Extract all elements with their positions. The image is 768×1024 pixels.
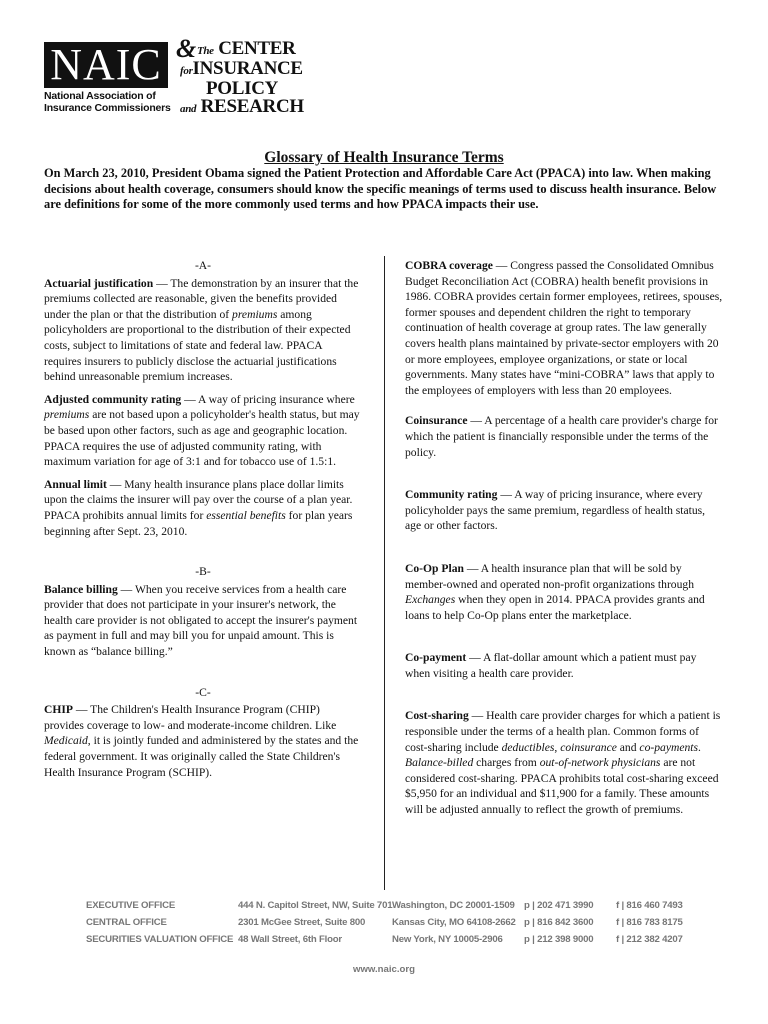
- entry-chip: [44, 702, 362, 780]
- definition-text: — A flat-dollar amount which a patient must pay when visiting a health care provider.: [405, 651, 697, 680]
- cipr-research: RESEARCH: [200, 96, 304, 117]
- definition-text: are not based upon a policyholder's health status, but may be based upon other factors, such as age and geographic location. PPACA requires the use of adjusted community rating, with maximum variation for age of 3:1 and for tobacco use of 1.5:1.: [44, 408, 360, 469]
- entry-co-op-plan: [405, 561, 723, 623]
- definition-text: — Health care provider charges for which a patient is responsible under the terms of a health plan. Common forms of cost-sharing include: [405, 709, 721, 754]
- cipr-line-1: [176, 34, 346, 63]
- office-phone: p | 816 842 3600: [524, 917, 594, 928]
- cipr-insurance: INSURANCE: [192, 58, 303, 79]
- definition-text: .: [698, 740, 701, 754]
- website-link[interactable]: www.naic.org: [352, 964, 415, 975]
- term: Co-payment: [405, 651, 467, 665]
- definition-text: for plan years beginning after Sept. 23, 2010.: [44, 508, 353, 538]
- office-name: SECURITIES VALUATION OFFICE: [86, 934, 234, 945]
- entry-actuarial-justification: [44, 276, 362, 385]
- definition-text: when they open in 2014. PPACA provides grants and loans to help Co-Op plans enter the marketplace.: [405, 593, 705, 622]
- naic-logo: NAIC: [44, 42, 168, 88]
- cipr-and: and: [180, 103, 197, 115]
- entry-co-payment: [405, 650, 723, 681]
- section-letter-a: -A-: [194, 259, 212, 272]
- definition-emphasis: co-payments: [639, 740, 699, 754]
- term: Coinsurance: [405, 414, 468, 428]
- definition-text: — A way of pricing insurance where: [181, 392, 355, 406]
- term: Co-Op Plan: [405, 561, 464, 575]
- cipr-line-4: [176, 98, 346, 118]
- office-phone: p | 212 398 9000: [524, 934, 594, 945]
- footer-offices: [86, 898, 686, 949]
- cipr-center: CENTER: [218, 38, 296, 59]
- entry-community-rating: [405, 487, 723, 534]
- entry-cobra-coverage: [405, 258, 723, 398]
- entry-coinsurance: [405, 413, 723, 460]
- term: COBRA coverage: [405, 259, 493, 272]
- entry-balance-billing: [44, 582, 362, 660]
- cipr-for: for: [180, 65, 193, 77]
- naic-full-name: [44, 90, 184, 114]
- office-name: CENTRAL OFFICE: [86, 917, 167, 928]
- entry-annual-limit: [44, 477, 362, 539]
- definition-text: — The Children's Health Insurance Program (CHIP) provides coverage to low- and moderate-income children. Like: [44, 703, 337, 732]
- header-logos: [44, 34, 384, 120]
- section-letter-b: -B-: [195, 565, 211, 579]
- term: Adjusted community rating: [44, 392, 182, 406]
- cipr-line-2: [176, 60, 346, 80]
- definition-emphasis: premiums: [232, 307, 278, 321]
- office-row: [86, 915, 686, 932]
- definition-emphasis: out-of-network physicians: [539, 756, 661, 770]
- office-fax: f | 212 382 4207: [616, 934, 683, 945]
- term: Balance billing: [44, 582, 118, 596]
- definition-text: — The demonstration by an insurer that the premiums collected are reasonable, given the benefits provided under the plan or that the distribution of: [44, 276, 359, 321]
- term: CHIP: [44, 703, 73, 717]
- definition-emphasis: Exchanges: [405, 593, 456, 607]
- naic-sub-line-1: National Association of: [44, 90, 156, 102]
- document-title: Glossary of Health Insurance Terms: [264, 149, 504, 166]
- definition-emphasis: essential benefits: [206, 508, 286, 522]
- definition-emphasis: Balance-billed: [405, 756, 474, 770]
- definition-text: — A health insurance plan that will be sold by member-owned and operated non-profit organizations through: [405, 561, 694, 591]
- office-street: 48 Wall Street, 6th Floor: [238, 934, 342, 945]
- section-letter-c: -C-: [195, 685, 211, 699]
- definition-text: , it is jointly funded and administered by the states and the federal government. It was originally called the State Children's Health Insurance Program (SCHIP).: [44, 734, 359, 779]
- office-row: [86, 932, 686, 949]
- intro-paragraph: On March 23, 2010, President Obama signed the Patient Protection and Affordable Care Act (PPACA) into law. When making decisions about health coverage, consumers should know the specific meanings of terms used to discuss health insurance. Below are definitions for some of the more commonly used terms and how PPACA impacts their use.: [44, 166, 717, 211]
- definition-text: — When you receive services from a health care provider that does not participate in your insurer's network, the health care provider is not obligated to accept the insurer's payment as payment in full and may bill you for unpaid amount. This is known as “balance billing.”: [44, 582, 358, 659]
- entry-adjusted-community-rating: [44, 392, 362, 470]
- cipr-the: The: [196, 45, 214, 57]
- term: Community rating: [405, 488, 498, 502]
- office-city: Kansas City, MO 64108-2662: [392, 917, 516, 928]
- left-column: [44, 258, 362, 787]
- definition-text: among policyholders are proportional to the distribution of their expected costs, subject to limitations of state and federal law. PPACA requires insurers to publicly disclose the actuarial justifications behind unreasonable premium increases.: [44, 307, 351, 384]
- definition-text: — Many health insurance plans place dollar limits upon the claims the insurer will pay over the course of a plan year. PPACA prohibits annual limits for: [44, 477, 353, 522]
- definition-emphasis: coinsurance: [560, 740, 617, 754]
- definition-text: are not considered cost-sharing. PPACA prohibits total cost-sharing exceed $5,950 for an individual and $11,900 for a family. These amounts will be adjusted annually to reflect the growth of premiums.: [405, 756, 719, 817]
- right-column: [405, 258, 723, 825]
- definition-text: — A percentage of a health care provider's charge for which the patient is financially responsible under the terms of the policy.: [405, 414, 718, 459]
- office-row: [86, 898, 686, 915]
- office-city: Washington, DC 20001-1509: [392, 900, 515, 911]
- column-divider: [384, 256, 385, 890]
- entry-cost-sharing: [405, 708, 723, 817]
- term: Cost-sharing: [405, 709, 469, 723]
- definition-text: and: [616, 740, 640, 754]
- office-street: 444 N. Capitol Street, NW, Suite 701: [238, 900, 393, 911]
- definition-emphasis: premiums: [44, 408, 90, 422]
- office-street: 2301 McGee Street, Suite 800: [238, 917, 366, 928]
- definition-text: — Congress passed the Consolidated Omnibus Budget Reconciliation Act (COBRA) health benefit provisions in 1986. COBRA provides certain former employees, retirees, spouses, former spouses and dependent children the right to temporary continuation of health coverage at group rates. The law generally covers health plans maintained by private-sector employers with 20 or more employees, employee organizations, or state or local governments. Many states have “mini-COBRA” laws that apply to the employees of employers with less than 20 employees.: [405, 259, 723, 397]
- definition-text: — A way of pricing insurance, where every policyholder pays the same premium, regardless of health status, age or other factors.: [405, 488, 706, 533]
- ampersand: &: [176, 34, 196, 63]
- definition-emphasis: deductibles: [501, 740, 555, 754]
- office-fax: f | 816 460 7493: [616, 900, 683, 911]
- naic-sub-line-2: Insurance Commissioners: [44, 102, 171, 114]
- definition-text: ,: [554, 740, 561, 754]
- term: Annual limit: [44, 477, 107, 491]
- term: Actuarial justification: [44, 276, 154, 290]
- definition-text: charges from: [473, 756, 540, 770]
- office-fax: f | 816 783 8175: [616, 917, 683, 928]
- cipr-policy: POLICY: [206, 78, 279, 99]
- office-name: EXECUTIVE OFFICE: [86, 900, 176, 911]
- office-city: New York, NY 10005-2906: [392, 934, 503, 945]
- definition-emphasis: Medicaid: [44, 734, 88, 748]
- cipr-logo: [176, 34, 346, 118]
- office-phone: p | 202 471 3990: [524, 900, 594, 911]
